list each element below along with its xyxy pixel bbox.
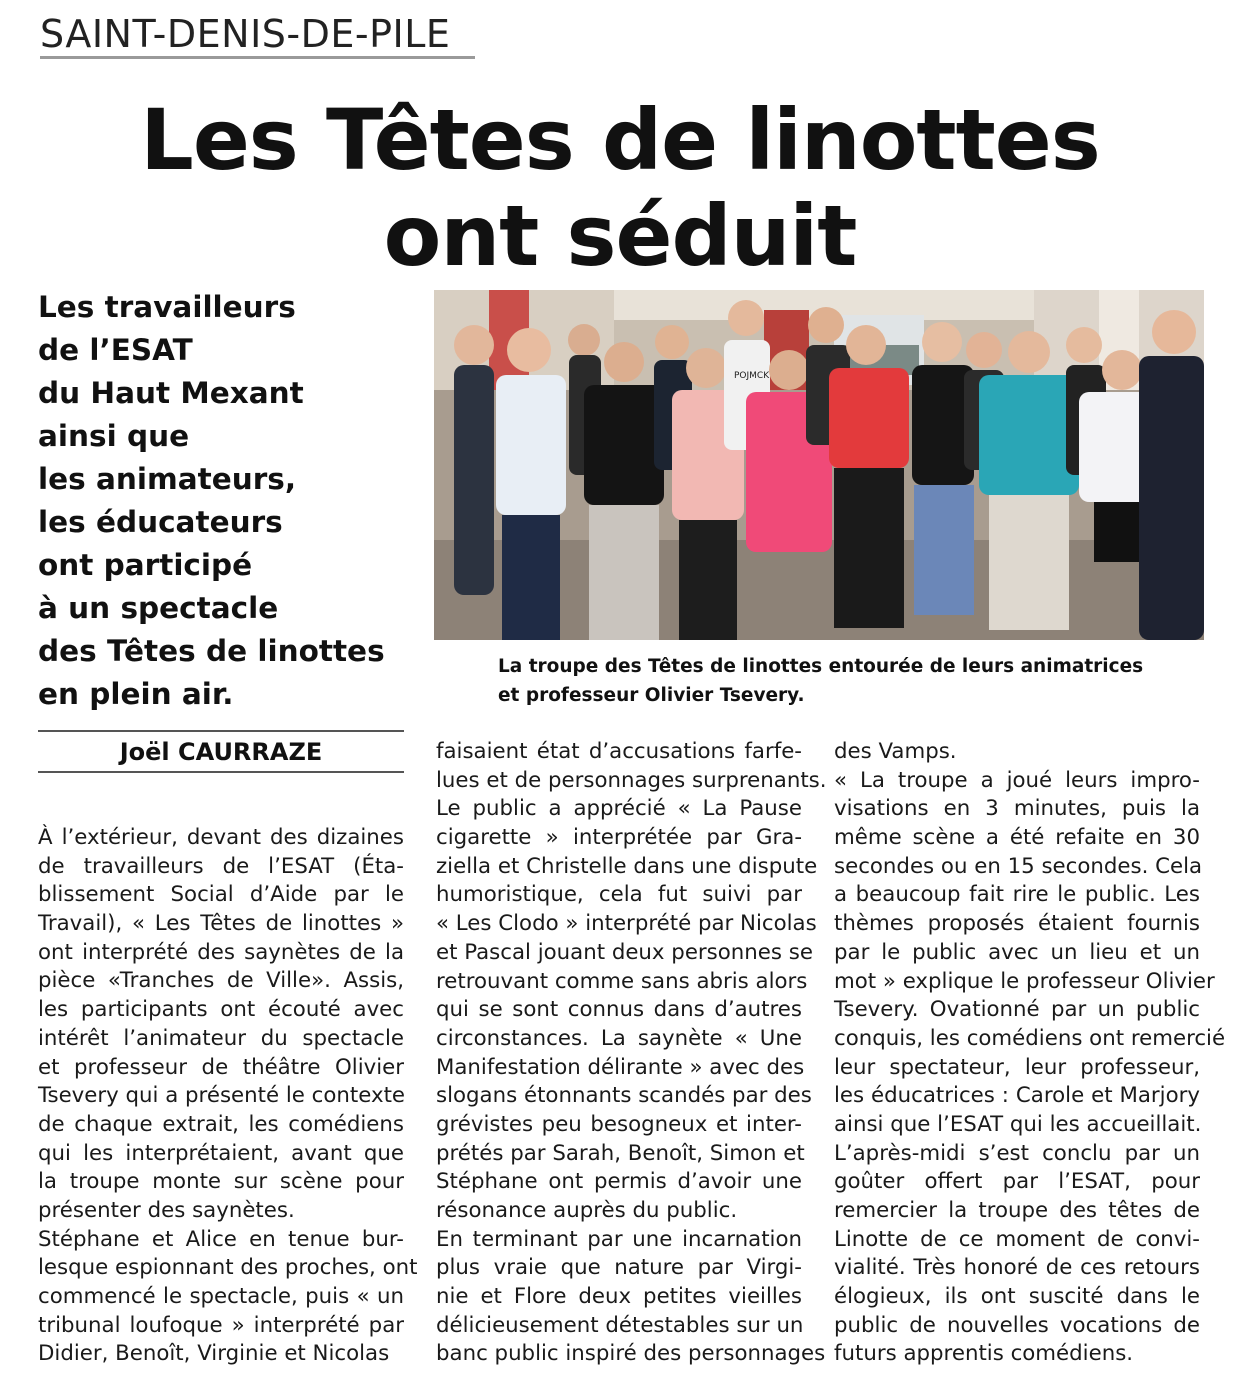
body-line: lesque espionnant des proches, ont <box>38 1255 418 1281</box>
body-line: Stéphane et Alice en tenue bur- <box>38 1226 404 1252</box>
lede-line: de l’ESAT <box>38 333 193 367</box>
location-underline <box>40 56 475 59</box>
body-line: de chaque extrait, les comédiens <box>38 1111 404 1137</box>
body-line: futurs apprentis comédiens. <box>834 1341 1134 1367</box>
group-photo <box>434 290 1204 640</box>
lede-line: ainsi que <box>38 419 190 453</box>
body-line: visations en 3 minutes, puis la <box>834 796 1200 822</box>
group-photo-illustration <box>434 290 1204 640</box>
body-line: lues et de personnages surprenants. <box>436 767 827 793</box>
body-line: grévistes peu besogneux et inter- <box>436 1111 802 1137</box>
lede-line: les animateurs, <box>38 462 297 496</box>
body-line: et Pascal jouant deux personnes se <box>436 939 813 965</box>
body-line: Tsevery. Ovationné par un public <box>834 997 1200 1023</box>
body-line: Manifestation délirante » avec des <box>436 1054 805 1080</box>
body-line: par le public avec un lieu et un <box>834 939 1200 965</box>
body-line: Didier, Benoît, Virginie et Nicolas <box>38 1341 390 1367</box>
body-line: présenter des saynètes. <box>38 1197 295 1223</box>
body-line: les participants ont écouté avec <box>38 997 404 1023</box>
body-line: Tsevery qui a présenté le contexte <box>38 1083 406 1109</box>
body-line: intérêt l’animateur du spectacle <box>38 1025 404 1051</box>
body-line: banc public inspiré des personnages <box>436 1341 826 1367</box>
byline-rule-bottom <box>38 771 404 773</box>
body-line: cigarette » interprétée par Gra- <box>436 825 802 851</box>
body-line: Linotte de ce moment de convi- <box>834 1226 1200 1252</box>
body-line: leur spectateur, leur professeur, <box>834 1054 1200 1080</box>
body-line: vialité. Très honoré de ces retours <box>834 1255 1200 1281</box>
body-line: qui se sont connus dans d’autres <box>436 997 802 1023</box>
body-line: secondes ou en 15 secondes. Cela <box>834 853 1203 879</box>
body-line: À l’extérieur, devant des dizaines <box>38 825 404 850</box>
body-line: les éducatrices : Carole et Marjory <box>834 1083 1200 1109</box>
body-column-1 <box>38 824 418 1369</box>
lede-line: Les travailleurs <box>38 290 296 324</box>
body-line: mot » explique le professeur Olivier <box>834 968 1215 994</box>
body-line: faisaient état d’accusations farfe- <box>436 739 802 764</box>
lede-line: les éducateurs <box>38 505 283 539</box>
headline-line-2: ont séduit <box>383 187 857 285</box>
body-column-3 <box>834 738 1226 1369</box>
body-line: pièce «Tranches de Ville». Assis, <box>38 968 404 994</box>
body-line: délicieusement détestables sur un <box>436 1312 804 1338</box>
lede-line: en plein air. <box>38 677 234 711</box>
body-line: ziella et Christelle dans une dispute <box>436 853 818 879</box>
body-line: plus vraie que nature par Virgi- <box>436 1255 802 1281</box>
lede-line: à un spectacle <box>38 591 279 625</box>
body-line: « Les Clodo » interprété par Nicolas <box>436 911 817 937</box>
body-line: et professeur de théâtre Olivier <box>38 1054 404 1080</box>
body-line: thèmes proposés étaient fournis <box>834 911 1200 937</box>
body-line: a beaucoup fait rire le public. Les <box>834 882 1200 908</box>
body-line: public de nouvelles vocations de <box>834 1312 1200 1338</box>
body-line: L’après-midi s’est conclu par un <box>834 1140 1200 1166</box>
body-line: commencé le spectacle, puis « un <box>38 1284 404 1309</box>
body-line: En terminant par une incarnation <box>436 1226 802 1252</box>
lede-line: du Haut Mexant <box>38 376 304 410</box>
headline-line-1: Les Têtes de linottes <box>140 91 1100 189</box>
article-lede <box>38 286 418 716</box>
byline-rule-top <box>38 730 404 732</box>
lede-line: ont participé <box>38 548 253 582</box>
body-line: tribunal loufoque » interprété par <box>38 1312 404 1338</box>
body-line: conquis, les comédiens ont remercié <box>834 1025 1226 1051</box>
byline: Joël CAURRAZE <box>119 738 323 766</box>
body-line: Travail), « Les Têtes de linottes » <box>38 911 404 937</box>
caption-line-2: et professeur Olivier Tsevery. <box>498 685 805 706</box>
body-line: goûter offert par l’ESAT, pour <box>834 1169 1200 1195</box>
body-line: de travailleurs de l’ESAT (Éta- <box>38 853 404 879</box>
body-line: ainsi que l’ESAT qui les accueillait. <box>834 1111 1202 1137</box>
photo-caption <box>498 652 1198 710</box>
body-line: « La troupe a joué leurs impro- <box>834 767 1200 793</box>
body-line: humoristique, cela fut suivi par <box>436 882 802 908</box>
caption-line-1: La troupe des Têtes de linottes entourée de leurs animatrices <box>498 656 1144 677</box>
body-line: remercier la troupe des têtes de <box>834 1198 1200 1223</box>
body-line: slogans étonnants scandés par des <box>436 1083 812 1109</box>
body-line: des Vamps. <box>834 739 957 764</box>
body-line: nie et Flore deux petites vieilles <box>436 1284 802 1310</box>
body-line: Stéphane ont permis d’avoir une <box>436 1169 802 1195</box>
body-line: blissement Social d’Aide par le <box>38 882 404 908</box>
body-line: ont interprété des saynètes de la <box>38 939 404 965</box>
body-line: qui les interprétaient, avant que <box>38 1140 404 1166</box>
body-column-2 <box>436 738 827 1369</box>
body-line: Le public a apprécié « La Pause <box>436 796 802 822</box>
body-line: circonstances. La saynète « Une <box>436 1025 802 1051</box>
body-line: la troupe monte sur scène pour <box>38 1169 404 1195</box>
body-line: retrouvant comme sans abris alors <box>436 968 808 994</box>
body-line: même scène a été refaite en 30 <box>834 825 1200 851</box>
lede-line: des Têtes de linottes <box>38 634 385 668</box>
article-headline <box>0 92 1240 284</box>
body-line: élogieux, ils ont suscité dans le <box>834 1284 1200 1310</box>
shirt-text: POJMCK <box>734 371 770 381</box>
body-line: prétés par Sarah, Benoît, Simon et <box>436 1140 805 1166</box>
location-header: SAINT-DENIS-DE-PILE <box>40 12 451 56</box>
body-line: résonance auprès du public. <box>436 1198 738 1223</box>
